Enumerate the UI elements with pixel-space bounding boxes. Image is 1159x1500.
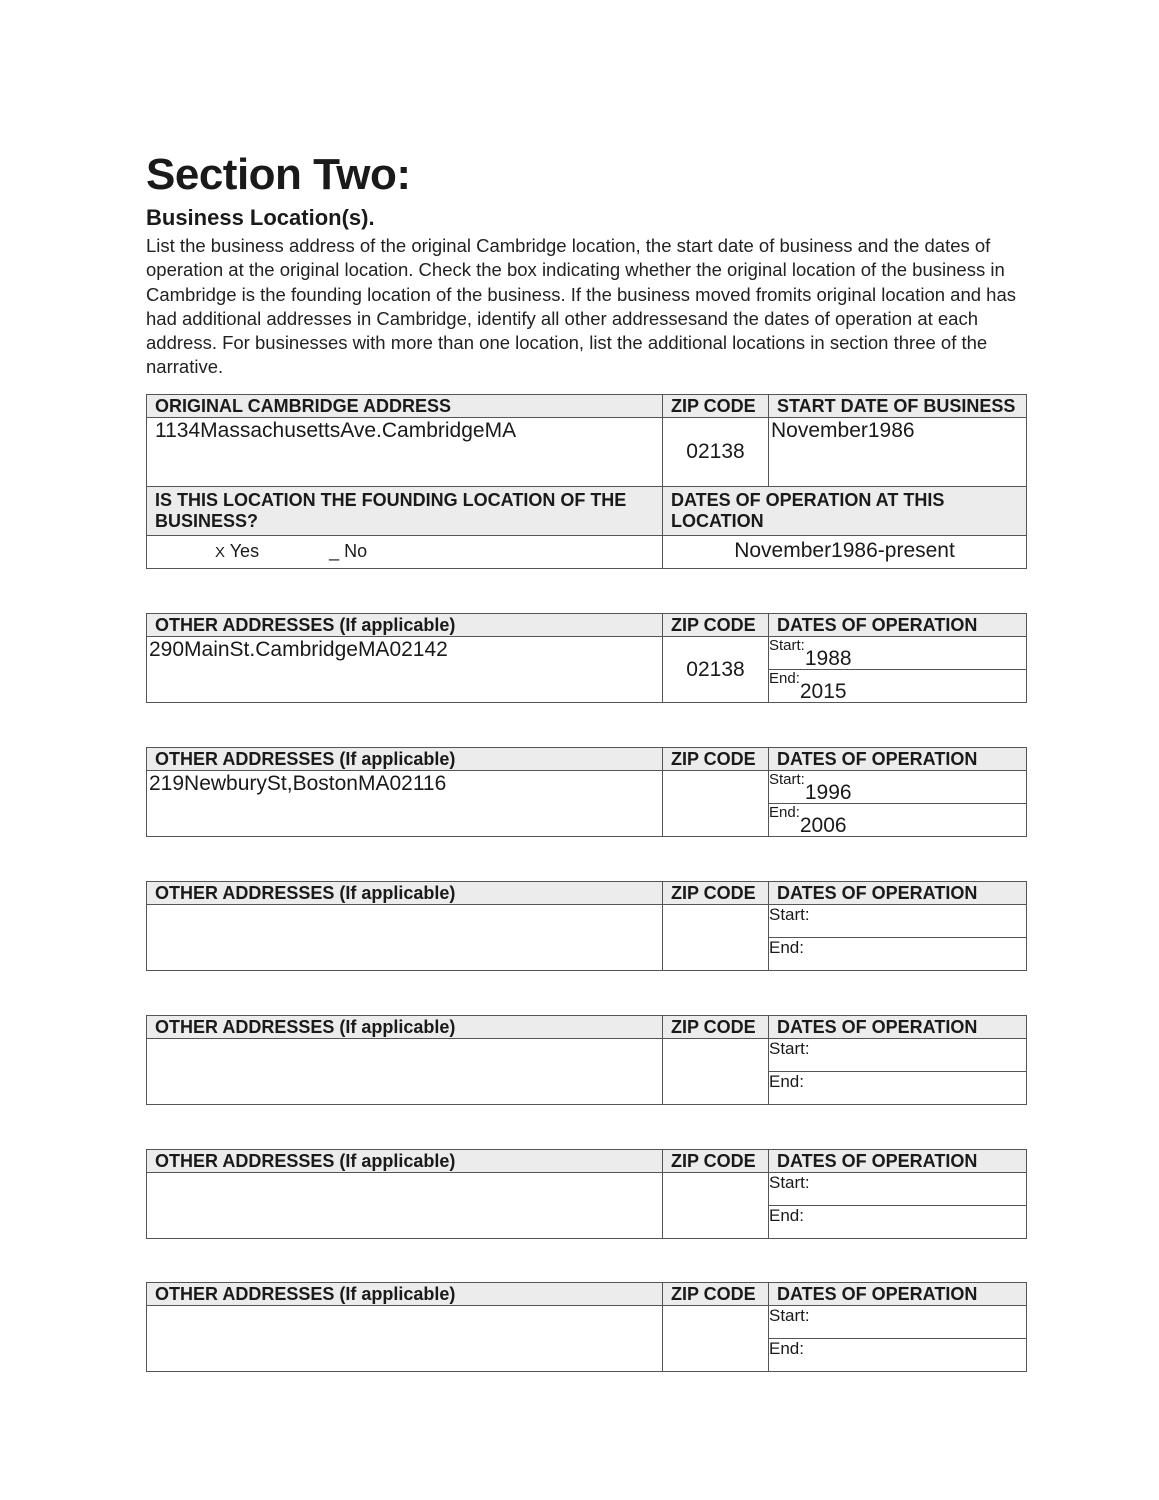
section-title: Section Two: bbox=[146, 150, 411, 199]
start-value: 1988 bbox=[804, 647, 852, 670]
instructions-text: List the business address of the original Cambridge location, the start date of business and the dates of operation at the original location. Check the box indicating whether the original location of the business in Cambridge is the founding location of the business. If the business moved fromits original location and has had additional addresses in Cambridge, identify all other addressesand the dates of operation at each address. For businesses with more than one location, list the additional locations in section three of the narrative. bbox=[146, 235, 1016, 378]
start-date-field[interactable] bbox=[769, 1306, 1027, 1339]
yes-check-mark: X bbox=[215, 544, 226, 561]
dates-header: DATES OF OPERATION bbox=[769, 1016, 1027, 1039]
other-zip-field[interactable] bbox=[663, 1306, 769, 1372]
other-address-field[interactable] bbox=[147, 905, 663, 971]
start-date-field[interactable] bbox=[769, 905, 1027, 938]
start-date-field[interactable] bbox=[769, 637, 1027, 670]
dates-header: DATES OF OPERATION bbox=[769, 748, 1027, 771]
start-date-field[interactable] bbox=[769, 771, 1027, 804]
section-subtitle: Business Location(s). bbox=[146, 205, 375, 230]
dates-header: DATES OF OPERATION bbox=[769, 1150, 1027, 1173]
no-label: No bbox=[344, 541, 368, 561]
other-address-table-5 bbox=[146, 1149, 1027, 1239]
dates-header: DATES OF OPERATION bbox=[769, 882, 1027, 905]
other-address-table-4 bbox=[146, 1015, 1027, 1105]
start-label: Start: bbox=[769, 1173, 810, 1192]
start-label: Start: bbox=[769, 637, 805, 654]
other-zip-field[interactable] bbox=[663, 1039, 769, 1105]
other-address-table-3 bbox=[146, 881, 1027, 971]
end-date-field[interactable] bbox=[769, 1339, 1027, 1372]
start-value: 1996 bbox=[804, 781, 852, 804]
zip-header: ZIP CODE bbox=[663, 614, 769, 637]
zip-header: ZIP CODE bbox=[663, 882, 769, 905]
end-date-field[interactable] bbox=[769, 938, 1027, 971]
dates-header: DATES OF OPERATION bbox=[769, 614, 1027, 637]
other-zip-field[interactable]: 02138 bbox=[663, 637, 769, 703]
other-address-field[interactable] bbox=[147, 1306, 663, 1372]
other-address-field[interactable]: 219NewburySt,BostonMA02116 bbox=[147, 771, 663, 837]
end-value: 2006 bbox=[799, 814, 847, 837]
start-date-field[interactable] bbox=[769, 1173, 1027, 1206]
other-address-table-6 bbox=[146, 1282, 1027, 1372]
yes-checkbox[interactable] bbox=[215, 541, 259, 561]
zip-header: ZIP CODE bbox=[663, 1283, 769, 1306]
yes-label: Yes bbox=[229, 541, 260, 561]
other-address-field[interactable] bbox=[147, 1173, 663, 1239]
other-address-table-2 bbox=[146, 747, 1027, 837]
dates-of-operation-field[interactable]: November1986-present bbox=[663, 536, 1027, 569]
dates-of-operation-header: DATES OF OPERATION AT THIS LOCATION bbox=[663, 487, 1027, 536]
other-zip-field[interactable] bbox=[663, 905, 769, 971]
start-date-field[interactable] bbox=[769, 1039, 1027, 1072]
end-date-field[interactable] bbox=[769, 670, 1027, 703]
other-address-header: OTHER ADDRESSES (If applicable) bbox=[147, 1283, 663, 1306]
other-address-header: OTHER ADDRESSES (If applicable) bbox=[147, 1150, 663, 1173]
founding-question: IS THIS LOCATION THE FOUNDING LOCATION OF THE BUSINESS? bbox=[147, 487, 663, 536]
end-label: End: bbox=[769, 670, 800, 687]
start-date-field[interactable]: November1986 bbox=[769, 418, 1027, 487]
end-label: End: bbox=[769, 1206, 804, 1225]
zip-header: ZIP CODE bbox=[663, 1016, 769, 1039]
original-zip-field[interactable]: 02138 bbox=[663, 418, 769, 487]
zip-header: ZIP CODE bbox=[663, 748, 769, 771]
other-zip-field[interactable] bbox=[663, 771, 769, 837]
start-date-header: START DATE OF BUSINESS bbox=[769, 395, 1027, 418]
end-value: 2015 bbox=[799, 680, 847, 703]
end-label: End: bbox=[769, 1339, 804, 1358]
other-address-field[interactable] bbox=[147, 1039, 663, 1105]
other-address-field[interactable]: 290MainSt.CambridgeMA02142 bbox=[147, 637, 663, 703]
other-address-header: OTHER ADDRESSES (If applicable) bbox=[147, 882, 663, 905]
start-label: Start: bbox=[769, 905, 810, 924]
dates-header: DATES OF OPERATION bbox=[769, 1283, 1027, 1306]
original-address-header: ORIGINAL CAMBRIDGE ADDRESS bbox=[147, 395, 663, 418]
end-date-field[interactable] bbox=[769, 1206, 1027, 1239]
founding-checkboxes bbox=[147, 536, 663, 569]
start-label: Start: bbox=[769, 1306, 810, 1325]
start-label: Start: bbox=[769, 771, 805, 788]
no-checkbox[interactable] bbox=[329, 541, 367, 561]
other-address-table-1 bbox=[146, 613, 1027, 703]
other-zip-field[interactable] bbox=[663, 1173, 769, 1239]
original-address-table bbox=[146, 394, 1027, 569]
other-address-header: OTHER ADDRESSES (If applicable) bbox=[147, 614, 663, 637]
start-label: Start: bbox=[769, 1039, 810, 1058]
end-date-field[interactable] bbox=[769, 1072, 1027, 1105]
no-check-mark: _ bbox=[329, 541, 340, 561]
end-date-field[interactable] bbox=[769, 804, 1027, 837]
zip-header: ZIP CODE bbox=[663, 1150, 769, 1173]
end-label: End: bbox=[769, 804, 800, 821]
other-address-header: OTHER ADDRESSES (If applicable) bbox=[147, 1016, 663, 1039]
end-label: End: bbox=[769, 938, 804, 957]
zip-header: ZIP CODE bbox=[663, 395, 769, 418]
other-address-header: OTHER ADDRESSES (If applicable) bbox=[147, 748, 663, 771]
end-label: End: bbox=[769, 1072, 804, 1091]
original-address-field[interactable]: 1134MassachusettsAve.CambridgeMA bbox=[147, 418, 663, 487]
